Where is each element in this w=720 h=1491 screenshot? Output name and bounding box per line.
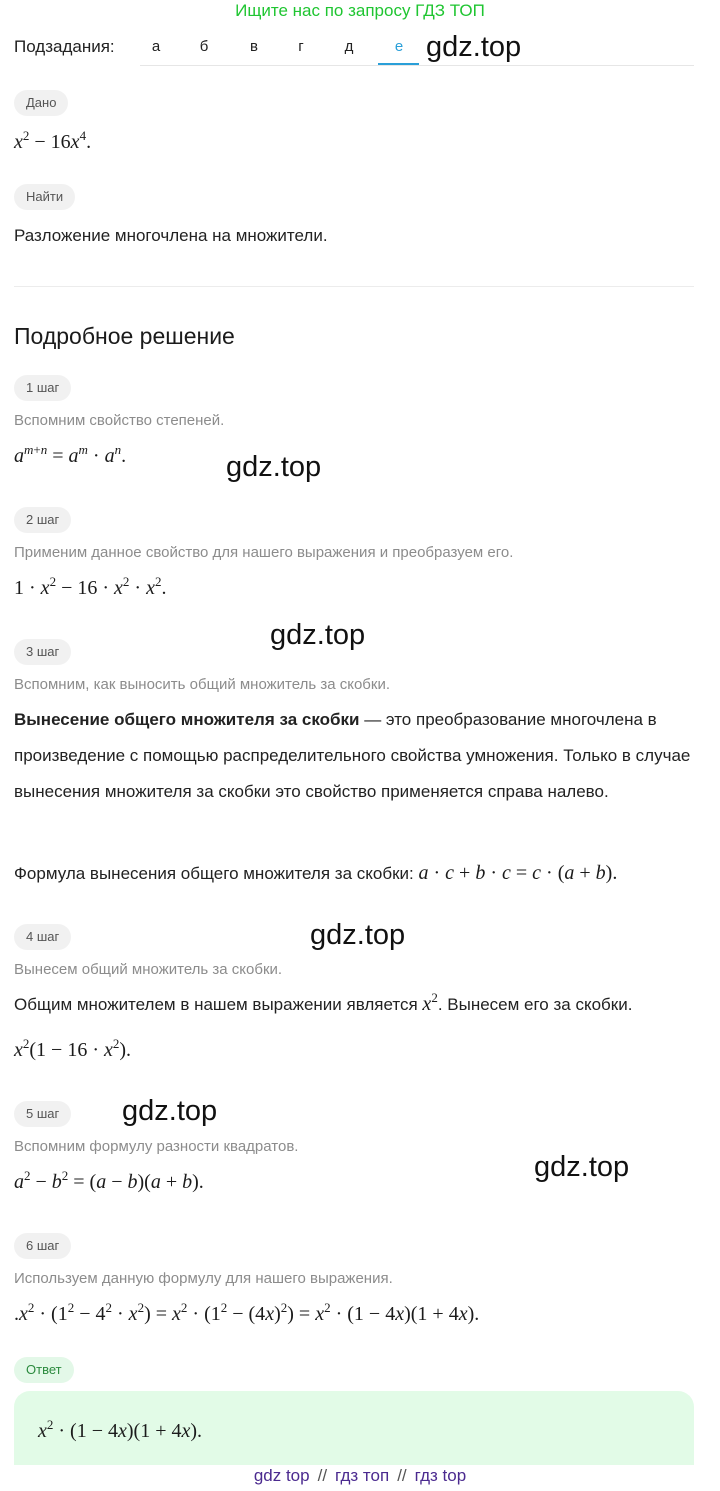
step-3-formula-expression: a · c + b · c = c · (a + b). bbox=[418, 862, 618, 884]
watermark: gdz.top bbox=[426, 31, 522, 63]
step-5-label: 5 шаг bbox=[14, 1101, 71, 1127]
watermark: gdz.top bbox=[270, 619, 366, 651]
step-3-definition-text: — это преобразование многочлена в произведение с помощью распределительного свойства умножения. Только в случае вынесения множителя за скобки это свойство применяется справа налево. bbox=[14, 710, 691, 801]
step-6-expression: $.x^2 \cdot (1^2 - 4^2 \cdot x^2) = x^2 \cdot (1^2 - (4x)^2) = x^2 \cdot (1 - 4x)(1 + 4x)$. bbox=[14, 1300, 480, 1325]
active-tab-indicator bbox=[378, 63, 419, 65]
section-divider bbox=[14, 286, 694, 287]
footer-separator: // bbox=[317, 1466, 328, 1485]
watermark: gdz.top bbox=[122, 1095, 218, 1127]
footer-link-gdz-top[interactable]: gdz top bbox=[253, 1466, 310, 1485]
subtask-tab-e[interactable]: е bbox=[394, 38, 404, 55]
subtask-tab-d[interactable]: д bbox=[344, 38, 354, 55]
subtask-tab-a[interactable]: а bbox=[151, 38, 161, 55]
step-4-label: 4 шаг bbox=[14, 924, 71, 950]
watermark: gdz.top bbox=[226, 451, 322, 483]
step-4-hint: Вынесем общий множитель за скобки. bbox=[14, 961, 283, 978]
footer-link-gdz-top-ru[interactable]: гдз топ bbox=[335, 1466, 390, 1485]
step-3-term: Вынесение общего множителя за скобки bbox=[14, 710, 360, 729]
watermark: gdz.top bbox=[534, 1151, 630, 1183]
given-expression: $x^2 - 16x^4$. bbox=[14, 128, 92, 153]
watermark: gdz.top bbox=[310, 919, 406, 951]
step-2-hint: Применим данное свойство для нашего выражения и преобразуем его. bbox=[14, 544, 514, 561]
footer-link-gdz-top-mixed[interactable]: гдз top bbox=[414, 1466, 467, 1485]
step-4-text bbox=[14, 987, 632, 1023]
subtasks-divider bbox=[140, 65, 694, 66]
step-1-expression: $a^{m+n} = a^m \cdot a^n$. bbox=[14, 442, 127, 467]
step-4-expression: $x^2(1 - 16 \cdot x^2)$. bbox=[14, 1036, 132, 1061]
step-6-hint: Используем данную формулу для нашего выражения. bbox=[14, 1270, 393, 1287]
subtask-tab-v[interactable]: в bbox=[250, 38, 258, 55]
step-4-text-after: . Вынесем его за скобки. bbox=[437, 995, 633, 1014]
solution-title: Подробное решение bbox=[14, 323, 235, 349]
step-5-hint: Вспомним формулу разности квадратов. bbox=[14, 1138, 299, 1155]
step-3-formula bbox=[14, 856, 617, 892]
step-2-label: 2 шаг bbox=[14, 507, 71, 533]
footer-links bbox=[0, 1464, 720, 1488]
step-4-text-before: Общим множителем в нашем выражении является bbox=[14, 995, 423, 1014]
step-6-label: 6 шаг bbox=[14, 1233, 71, 1259]
given-label: Дано bbox=[14, 90, 68, 116]
step-3-formula-label: Формула вынесения общего множителя за скобки: bbox=[14, 864, 419, 883]
subtask-tab-g[interactable]: г bbox=[298, 38, 304, 55]
step-2-expression: $1 \cdot x^2 - 16 \cdot x^2 \cdot x^2$. bbox=[14, 574, 167, 599]
step-1-hint: Вспомним свойство степеней. bbox=[14, 412, 225, 429]
search-hint-banner: Ищите нас по запросу ГДЗ ТОП bbox=[235, 1, 485, 20]
answer-label: Ответ bbox=[14, 1357, 74, 1383]
step-3-hint: Вспомним, как выносить общий множитель за скобки. bbox=[14, 676, 390, 693]
answer-expression: $x^2 \cdot (1 - 4x)(1 + 4x)$. bbox=[38, 1417, 203, 1442]
step-3-definition bbox=[14, 702, 694, 810]
footer-separator: // bbox=[397, 1466, 407, 1485]
step-4-inline-expression: $x^2$ bbox=[422, 990, 438, 1015]
subtask-tab-b[interactable]: б bbox=[199, 38, 209, 55]
subtasks-label: Подзадания: bbox=[14, 37, 115, 56]
find-text: Разложение многочлена на множители. bbox=[14, 226, 328, 245]
step-5-expression: $a^2 - b^2 = (a - b)(a + b)$. bbox=[14, 1168, 204, 1193]
step-1-label: 1 шаг bbox=[14, 375, 71, 401]
step-3-label: 3 шаг bbox=[14, 639, 71, 665]
find-label: Найти bbox=[14, 184, 75, 210]
